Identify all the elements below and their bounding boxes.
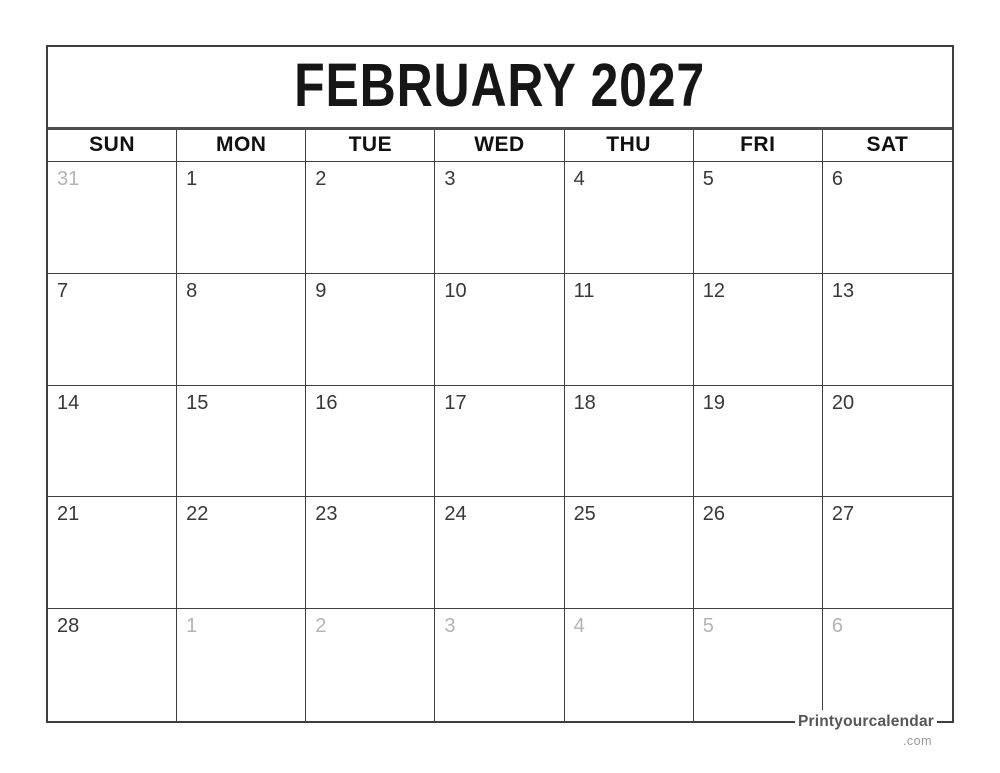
day-number: 31: [57, 168, 80, 190]
day-number: 1: [186, 615, 198, 638]
day-cell: [565, 274, 694, 386]
day-number: 5: [702, 168, 714, 190]
day-cell: [306, 497, 435, 609]
day-cell: [435, 386, 564, 498]
day-cell: [694, 274, 823, 386]
day-cell: [565, 497, 694, 609]
calendar: [46, 45, 954, 723]
weekday-header: SUN: [48, 130, 177, 162]
day-cell: [306, 609, 435, 721]
day-number: 4: [573, 615, 585, 638]
day-cell: [48, 609, 177, 721]
day-number: 27: [831, 503, 855, 526]
day-cell: [694, 609, 823, 721]
day-number: 21: [57, 503, 80, 526]
day-cell: [823, 497, 952, 609]
day-number: 8: [186, 279, 198, 302]
day-number: 22: [186, 503, 209, 526]
day-cell: [435, 609, 564, 721]
day-cell: [177, 162, 306, 274]
day-number: 28: [57, 615, 80, 638]
watermark-brand: Printyourcalendar: [795, 710, 937, 734]
weekday-header: FRI: [694, 130, 823, 162]
day-cell: [565, 162, 694, 274]
day-number: 17: [444, 391, 467, 414]
day-cell: [306, 162, 435, 274]
weekday-header: WED: [435, 130, 564, 162]
day-cell: [48, 497, 177, 609]
day-number: 19: [702, 391, 725, 414]
day-cell: [823, 386, 952, 498]
weekday-header: SAT: [823, 130, 952, 162]
day-cell: [823, 162, 952, 274]
day-number: 2: [315, 615, 327, 638]
day-number: 12: [702, 279, 725, 302]
month-year-title: FEBRUARY 2027: [294, 50, 706, 119]
day-number: 6: [831, 615, 843, 638]
watermark-domain-suffix: .com: [902, 734, 932, 748]
day-number: 23: [315, 503, 338, 526]
day-cell: [306, 274, 435, 386]
day-number: 9: [315, 279, 327, 302]
day-cell: [177, 609, 306, 721]
day-number: 10: [444, 279, 467, 302]
day-cell: [694, 386, 823, 498]
weekday-header: MON: [177, 130, 306, 162]
calendar-grid: [48, 162, 952, 721]
day-number: 7: [57, 279, 69, 302]
day-cell: [48, 162, 177, 274]
day-cell: [565, 386, 694, 498]
day-number: 3: [444, 168, 456, 190]
day-number: 20: [831, 391, 855, 414]
day-cell: [48, 386, 177, 498]
day-cell: [435, 274, 564, 386]
day-number: 3: [444, 615, 456, 638]
day-number: 6: [831, 168, 843, 190]
day-cell: [177, 274, 306, 386]
day-number: 2: [315, 168, 327, 190]
day-number: 15: [186, 391, 209, 414]
day-number: 1: [186, 168, 198, 190]
day-number: 26: [702, 503, 725, 526]
day-number: 25: [573, 503, 596, 526]
day-number: 18: [573, 391, 596, 414]
day-number: 14: [57, 391, 80, 414]
day-cell: [823, 274, 952, 386]
day-cell: [435, 162, 564, 274]
day-number: 16: [315, 391, 338, 414]
calendar-title-row: [48, 47, 952, 130]
day-cell: [177, 386, 306, 498]
day-cell: [565, 609, 694, 721]
day-cell: [306, 386, 435, 498]
day-cell: [48, 274, 177, 386]
day-cell: [823, 609, 952, 721]
day-number: 5: [702, 615, 714, 638]
weekday-header: THU: [565, 130, 694, 162]
day-cell: [694, 162, 823, 274]
day-number: 11: [573, 279, 595, 302]
weekday-header: TUE: [306, 130, 435, 162]
day-cell: [435, 497, 564, 609]
weekday-header-row: [48, 130, 952, 162]
day-cell: [694, 497, 823, 609]
day-number: 13: [831, 279, 855, 302]
day-number: 24: [444, 503, 467, 526]
day-number: 4: [573, 168, 585, 190]
day-cell: [177, 497, 306, 609]
